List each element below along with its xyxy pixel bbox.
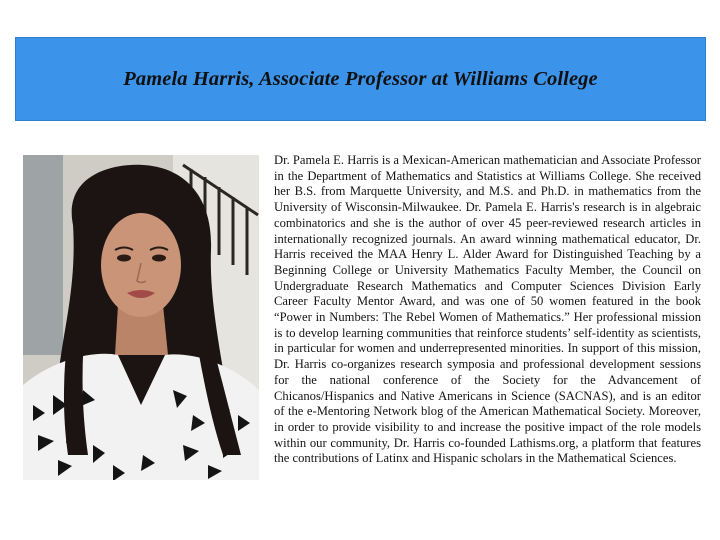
title-banner (15, 37, 706, 121)
portrait-photo (23, 155, 259, 480)
biography-text: Dr. Pamela E. Harris is a Mexican-American mathematician and Associate Professor in the Department of Mathematics and Statistics at Williams College. She received her B.S. from Marquette University, and M.S. and Ph.D. in mathematics from the University of Wisconsin-Milwaukee. Dr. Pamela E. Harris's research is in algebraic combinatorics and she is the author of over 45 peer-reviewed research articles in internationally recognized journals. An award winning mathematical educator, Dr. Harris received the MAA Henry L. Alder Award for Distinguished Teaching by a Beginning College or University Mathematics Faculty Member, the Council on Undergraduate Research Mathematics and Computer Sciences Division Early Career Faculty Mentor Award, and was one of 50 women featured in the book “Power in Numbers: The Rebel Women of Mathematics.” Her professional mission is to develop learning communities that reinforce students’ self-identity as scientists, in particular for women and underrepresented minorities. In support of this mission, Dr. Harris co-organizes research symposia and professional development sessions for the national conference of the Society for the Advancement of Chicanos/Hispanics and Native Americans in Science (SACNAS), and is an editor of the e-Mentoring Network blog of the American Mathematical Society. Moreover, in order to provide visibility to and increase the positive impact of the role models within our community, Dr. Harris co-founded Lathisms.org, a platform that features the contributions of Latinx and Hispanic scholars in the Mathematical Sciences. (274, 153, 701, 466)
page-title: Pamela Harris, Associate Professor at Williams College (123, 67, 598, 90)
portrait-illustration (23, 155, 259, 480)
